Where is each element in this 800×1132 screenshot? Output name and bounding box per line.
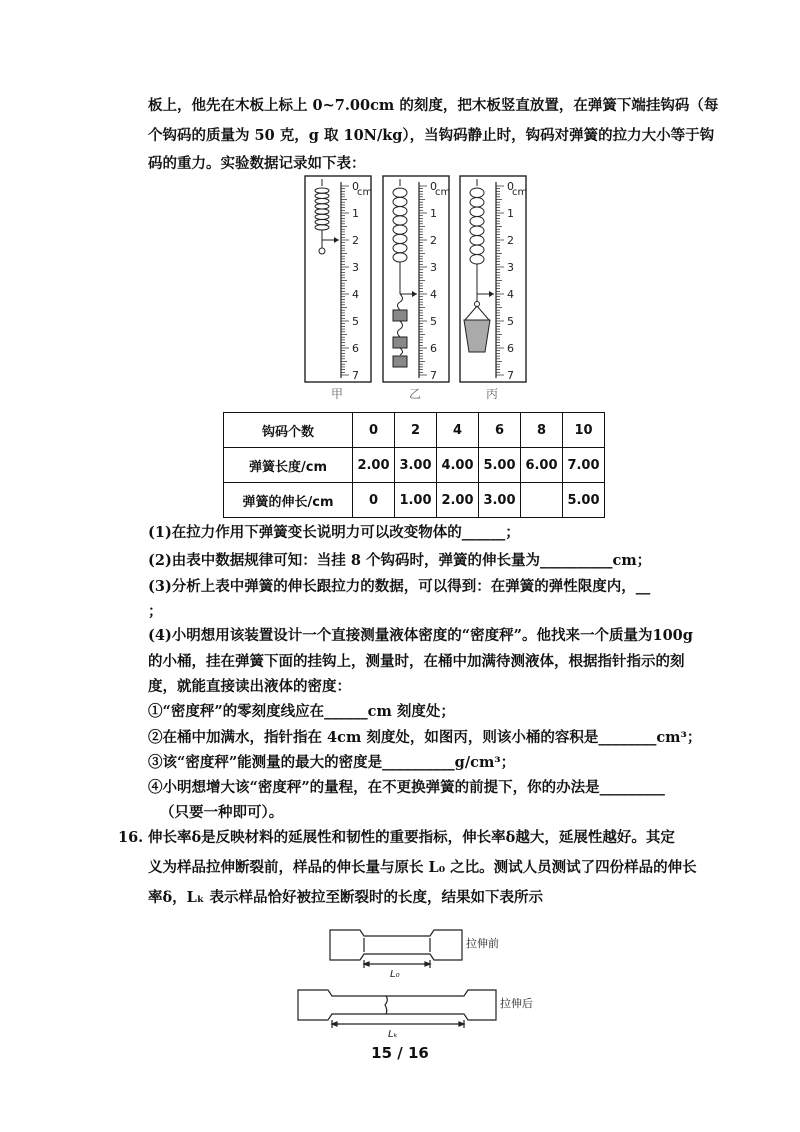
weight-block bbox=[393, 310, 407, 321]
q16-line-2: 义为样品拉伸断裂前，样品的伸长量与原长 L₀ 之比。测试人员测试了四份样品的伸长 bbox=[148, 859, 697, 876]
tick-label: 1 bbox=[507, 207, 514, 220]
bucket-ring bbox=[475, 302, 480, 307]
question-4b: 的小桶，挂在弹簧下面的挂钩上，测量时，在桶中加满待测液体，根据指针指示的刻 bbox=[148, 653, 685, 670]
table-cell: 4.00 bbox=[437, 448, 479, 483]
tick-label: 7 bbox=[352, 369, 359, 382]
tick-label: 6 bbox=[352, 342, 359, 355]
label-before: 拉伸前 bbox=[466, 937, 499, 950]
question-4c: 度，就能直接读出液体的密度： bbox=[148, 678, 351, 695]
table-cell: 6 bbox=[479, 413, 521, 448]
tick-label: 2 bbox=[507, 234, 514, 247]
unit-label: cm bbox=[357, 187, 373, 198]
label-after: 拉伸后 bbox=[500, 997, 533, 1010]
table-cell: 5.00 bbox=[563, 483, 605, 518]
tick-label: 5 bbox=[430, 315, 437, 328]
unit-label: cm bbox=[435, 187, 451, 198]
table-row bbox=[224, 483, 605, 518]
sub-question-4a: ④小明想增大该“密度秤”的量程，在不更换弹簧的前提下，你的办法是_________ bbox=[148, 779, 665, 796]
sub-question-4b: （只要一种即可）。 bbox=[160, 804, 284, 821]
table-cell: 5.00 bbox=[479, 448, 521, 483]
figure-caption: 乙 bbox=[409, 387, 422, 401]
intro-line-3: 码的重力。实验数据记录如下表： bbox=[148, 155, 366, 172]
tick-label: 7 bbox=[430, 369, 437, 382]
scale-board bbox=[383, 176, 449, 382]
label-lk: Lₖ bbox=[388, 1029, 398, 1040]
q16-line-3: 率δ，Lₖ 表示样品恰好被拉至断裂时的长度，结果如下表所示 bbox=[148, 889, 544, 906]
specimen-after bbox=[298, 990, 496, 1028]
figure-caption: 丙 bbox=[486, 387, 499, 401]
table-cell: 弹簧长度/cm bbox=[224, 448, 353, 483]
tick-label: 5 bbox=[507, 315, 514, 328]
tick-label: 3 bbox=[507, 261, 514, 274]
tick-label: 5 bbox=[352, 315, 359, 328]
table-cell: 弹簧的伸长/cm bbox=[224, 483, 353, 518]
table-row bbox=[224, 413, 605, 448]
table-cell: 2.00 bbox=[437, 483, 479, 518]
tick-label: 1 bbox=[352, 207, 359, 220]
tick-label: 7 bbox=[507, 369, 514, 382]
table-cell: 7.00 bbox=[563, 448, 605, 483]
tick-label: 3 bbox=[352, 261, 359, 274]
hook-ring bbox=[319, 248, 325, 254]
question-2: (2)由表中数据规律可知：当挂 8 个钩码时，弹簧的伸长量为__________cm； bbox=[148, 552, 652, 569]
table-cell: 6.00 bbox=[521, 448, 563, 483]
scale-panels bbox=[305, 176, 527, 401]
bucket bbox=[464, 320, 490, 352]
weight-block bbox=[393, 356, 407, 367]
q16-line-1: 伸长率δ是反映材料的延展性和韧性的重要指标，伸长率δ越大，延展性越好。其定 bbox=[148, 829, 675, 846]
table-cell: 3.00 bbox=[479, 483, 521, 518]
question-16-number: 16. bbox=[118, 829, 144, 846]
table-cell: 4 bbox=[437, 413, 479, 448]
tick-label: 0 bbox=[507, 180, 514, 193]
intro-line-1: 板上，他先在木板上标上 0~7.00cm 的刻度，把木板竖直放置，在弹簧下端挂钩码（每 bbox=[148, 97, 719, 114]
table-cell bbox=[521, 483, 563, 518]
tick-label: 4 bbox=[430, 288, 437, 301]
intro-line-2: 个钩码的质量为 50 克，g 取 10N/kg），当钩码静止时，钩码对弹簧的拉力大小等于钩 bbox=[148, 127, 715, 144]
sub-question-1: ①“密度秤”的零刻度线应在______cm 刻度处； bbox=[148, 703, 455, 720]
tick-label: 0 bbox=[352, 180, 359, 193]
spring-scale-figure bbox=[300, 172, 530, 404]
sub-question-2: ②在桶中加满水，指针指在 4cm 刻度处，如图丙，则该小桶的容积是________cm³； bbox=[148, 729, 702, 746]
figure-caption: 甲 bbox=[331, 387, 344, 401]
question-4a: (4)小明想用该装置设计一个直接测量液体密度的“密度秤”。他找来一个质量为100g bbox=[148, 627, 693, 644]
tick-label: 4 bbox=[507, 288, 514, 301]
table-cell: 8 bbox=[521, 413, 563, 448]
tick-label: 2 bbox=[430, 234, 437, 247]
table-cell: 10 bbox=[563, 413, 605, 448]
tick-label: 2 bbox=[352, 234, 359, 247]
tick-label: 0 bbox=[430, 180, 437, 193]
tick-label: 3 bbox=[430, 261, 437, 274]
table-cell: 1.00 bbox=[395, 483, 437, 518]
question-1: (1)在拉力作用下弹簧变长说明力可以改变物体的______； bbox=[148, 524, 520, 541]
tick-label: 1 bbox=[430, 207, 437, 220]
tick-label: 6 bbox=[430, 342, 437, 355]
specimen-before bbox=[330, 930, 462, 968]
table-row bbox=[224, 448, 605, 483]
question-3b: ； bbox=[148, 603, 163, 620]
data-table bbox=[223, 412, 605, 518]
table-cell: 钩码个数 bbox=[224, 413, 353, 448]
table-cell: 2.00 bbox=[353, 448, 395, 483]
label-l0: L₀ bbox=[390, 969, 400, 980]
weight-block bbox=[393, 337, 407, 348]
specimen-diagram bbox=[290, 922, 550, 1040]
table-cell: 0 bbox=[353, 483, 395, 518]
sub-question-3: ③该“密度秤”能测量的最大的密度是__________g/cm³； bbox=[148, 754, 516, 771]
table-cell: 3.00 bbox=[395, 448, 437, 483]
question-3a: (3)分析上表中弹簧的伸长跟拉力的数据，可以得到：在弹簧的弹性限度内，__ bbox=[148, 578, 651, 595]
tick-label: 4 bbox=[352, 288, 359, 301]
tick-label: 6 bbox=[507, 342, 514, 355]
table-cell: 2 bbox=[395, 413, 437, 448]
page-number: 15 / 16 bbox=[371, 1044, 429, 1062]
table-cell: 0 bbox=[353, 413, 395, 448]
unit-label: cm bbox=[512, 187, 528, 198]
